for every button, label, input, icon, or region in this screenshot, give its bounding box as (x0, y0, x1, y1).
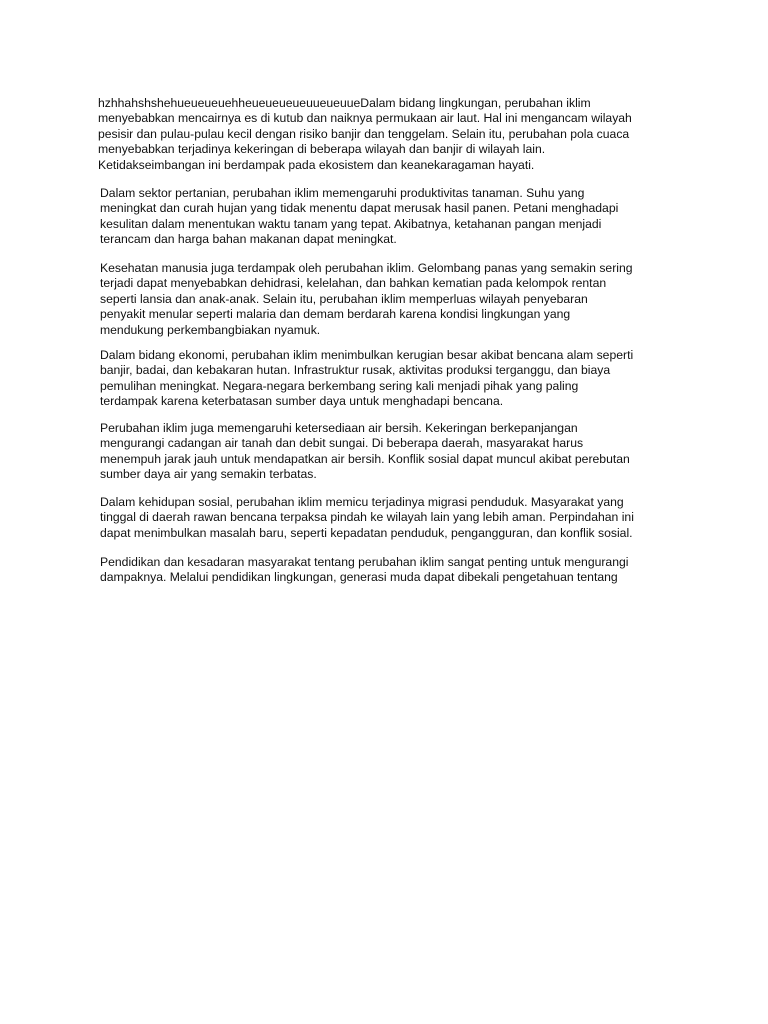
text-line: dampaknya. Melalui pendidikan lingkungan, generasi muda dapat dibekali pengetahuan tentang (100, 570, 618, 585)
text-line: Ketidakseimbangan ini berdampak pada ekosistem dan keanekaragaman hayati. (98, 157, 535, 172)
text-line: Kesehatan manusia juga terdampak oleh perubahan iklim. Gelombang panas yang semakin sering (100, 261, 633, 275)
text-line: Dalam kehidupan sosial, perubahan iklim memicu terjadinya migrasi penduduk. Masyarakat yang (100, 495, 624, 509)
paragraph-water (100, 421, 680, 483)
paragraph-economy (100, 348, 680, 410)
paragraph-health (100, 261, 680, 338)
text-line: menyebabkan mencairnya es di kutub dan naiknya permukaan air laut. Hal ini mengancam wilayah (98, 111, 632, 126)
text-line: pemulihan meningkat. Negara-negara berkembang sering kali menjadi pihak yang paling (100, 378, 579, 393)
text-line: pesisir dan pulau-pulau kecil dengan risiko banjir dan tenggelam. Selain itu, perubahan pola cuaca (98, 126, 630, 141)
text-line: banjir, badai, dan kebakaran hutan. Infrastruktur rusak, aktivitas produksi terganggu, dan biaya (100, 363, 611, 378)
text-line: Dalam bidang ekonomi, perubahan iklim menimbulkan kerugian besar akibat bencana alam seperti (100, 348, 634, 362)
text-line: mengurangi cadangan air tanah dan debit sungai. Di beberapa daerah, masyarakat harus (100, 436, 584, 451)
text-line: hzhhahshshehueueueuehheueueueueuueueuueDalam bidang lingkungan, perubahan iklim (98, 96, 591, 110)
text-line: meningkat dan curah hujan yang tidak menentu dapat merusak hasil panen. Petani menghadapi (100, 201, 619, 216)
text-line: mendukung perkembangbiakan nyamuk. (100, 322, 321, 337)
text-line: terancam dan harga bahan makanan dapat meningkat. (100, 232, 397, 247)
text-line: kesulitan dalam menentukan waktu tanam yang tepat. Akibatnya, ketahanan pangan menjadi (100, 216, 602, 231)
text-line: tinggal di daerah rawan bencana terpaksa pindah ke wilayah lain yang lebih aman. Perpindahan ini (100, 510, 634, 525)
text-line: terjadi dapat menyebabkan dehidrasi, kelelahan, dan bahkan kematian pada kelompok rentan (100, 276, 607, 291)
text-line: menyebabkan terjadinya kekeringan di beberapa wilayah dan banjir di wilayah lain. (98, 142, 546, 157)
text-line: menempuh jarak jauh untuk mendapatkan air bersih. Konflik sosial dapat muncul akibat perebutan (100, 451, 630, 466)
paragraph-education (100, 555, 680, 586)
text-line: Perubahan iklim juga memengaruhi ketersediaan air bersih. Kekeringan berkepanjangan (100, 421, 578, 435)
paragraph-social (100, 495, 680, 541)
text-line: terdampak karena keterbatasan sumber daya untuk menghadapi bencana. (100, 394, 504, 409)
text-line: dapat menimbulkan masalah baru, seperti kepadatan penduduk, pengangguran, dan konflik sosial. (100, 525, 633, 540)
paragraph-agriculture (100, 186, 680, 248)
paragraph-environment (98, 96, 678, 173)
text-line: sumber daya air yang semakin terbatas. (100, 467, 317, 482)
text-line: Pendidikan dan kesadaran masyarakat tentang perubahan iklim sangat penting untuk mengurangi (100, 555, 629, 569)
text-line: Dalam sektor pertanian, perubahan iklim memengaruhi produktivitas tanaman. Suhu yang (100, 186, 585, 200)
text-line: seperti lansia dan anak-anak. Selain itu, perubahan iklim memperluas wilayah penyebaran (100, 291, 588, 306)
text-line: penyakit menular seperti malaria dan demam berdarah karena kondisi lingkungan yang (100, 307, 571, 322)
